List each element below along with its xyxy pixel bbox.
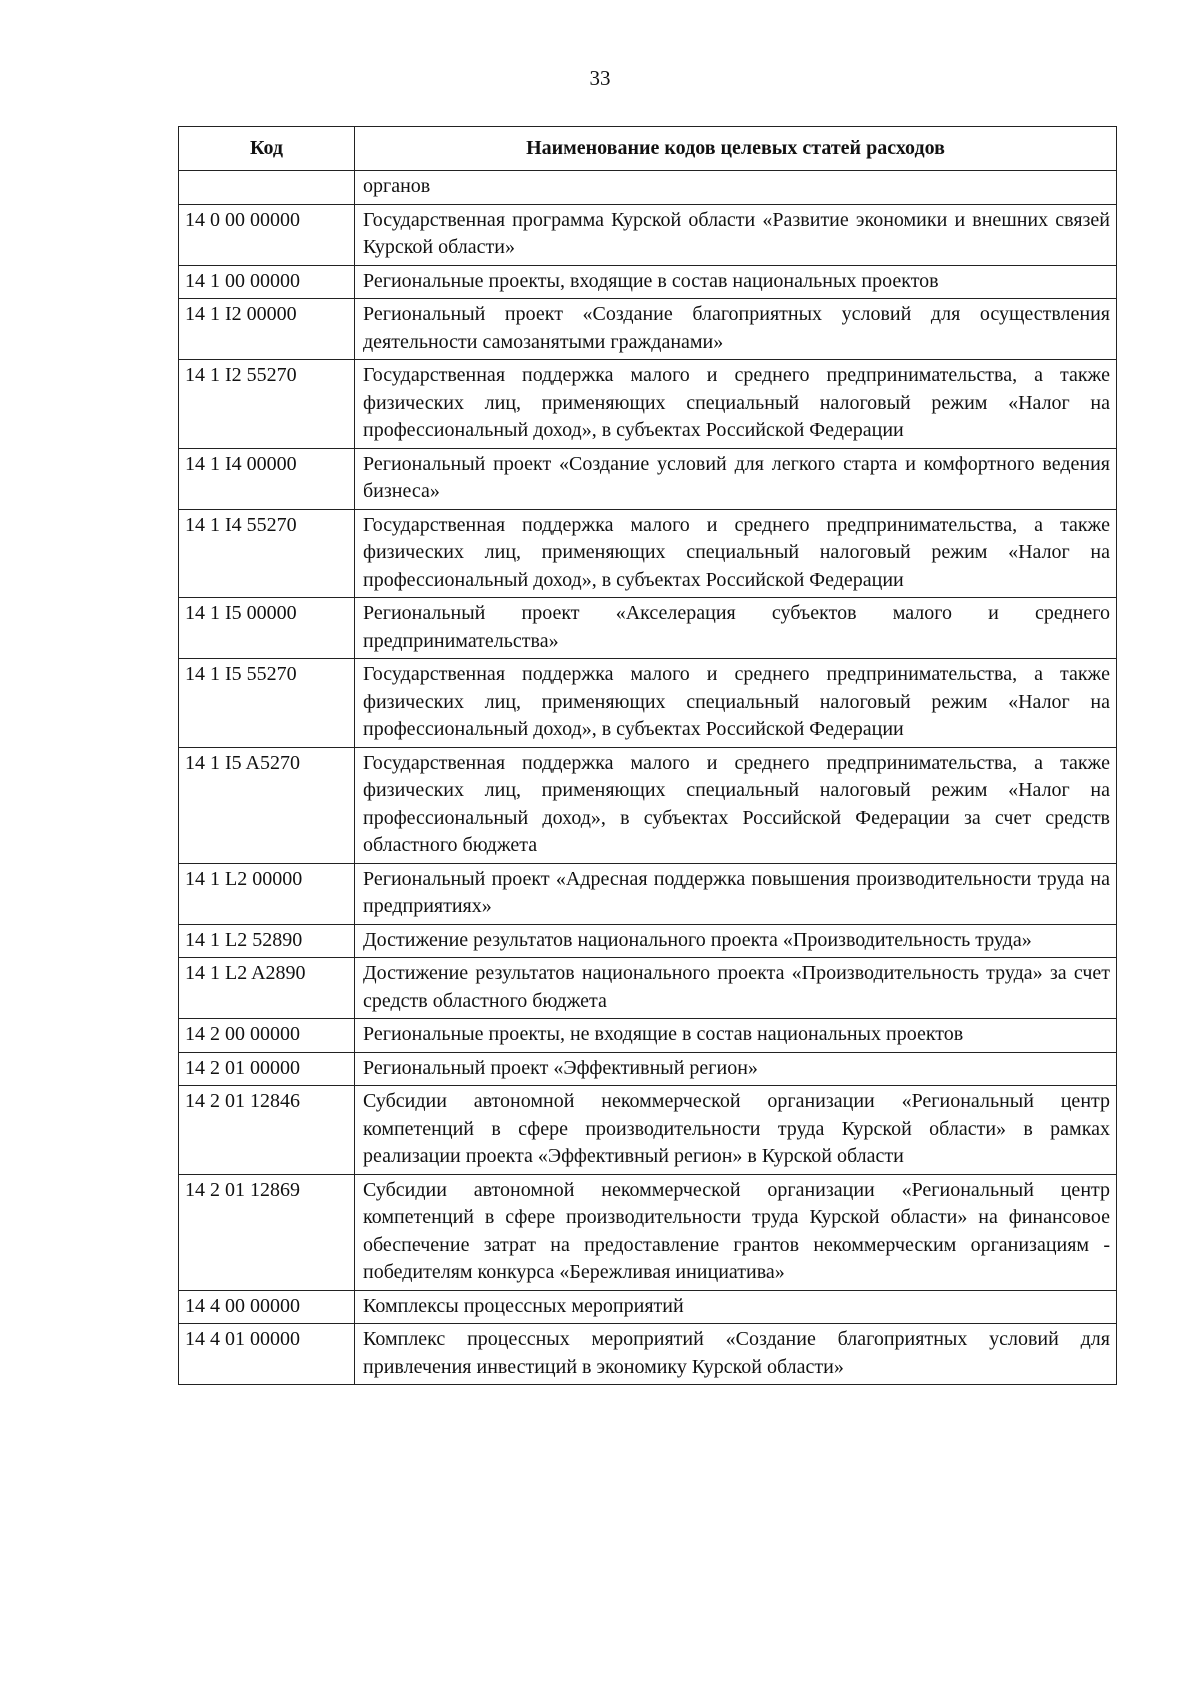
table-row [179, 1290, 1117, 1324]
row-name: Региональные проекты, входящие в состав национальных проектов [355, 265, 1117, 299]
row-code: 14 1 I2 55270 [179, 360, 355, 449]
table-row [179, 360, 1117, 449]
table-row [179, 204, 1117, 265]
row-name: Региональный проект «Создание благоприятных условий для осуществления деятельности самозанятыми гражданами» [355, 299, 1117, 360]
table-row [179, 265, 1117, 299]
table-header-row [179, 127, 1117, 171]
row-name: Региональный проект «Акселерация субъектов малого и среднего предпринимательства» [355, 598, 1117, 659]
row-name: Региональный проект «Адресная поддержка повышения производительности труда на предприятиях» [355, 863, 1117, 924]
row-code: 14 2 00 00000 [179, 1019, 355, 1053]
row-name: Государственная поддержка малого и среднего предпринимательства, а также физических лиц, применяющих специальный налоговый режим «Налог на профессиональный доход», в субъектах Российской Федерации [355, 360, 1117, 449]
row-code: 14 0 00 00000 [179, 204, 355, 265]
row-name: Комплекс процессных мероприятий «Создание благоприятных условий для привлечения инвестиций в экономику Курской области» [355, 1324, 1117, 1385]
row-name: Субсидии автономной некоммерческой организации «Региональный центр компетенций в сфере производительности труда Курской области» на финансовое обеспечение затрат на предоставление грантов некоммерческим организациям - победителям конкурса «Бережливая инициатива» [355, 1174, 1117, 1290]
row-name: Государственная программа Курской области «Развитие экономики и внешних связей Курской области» [355, 204, 1117, 265]
table-row [179, 747, 1117, 863]
table-row [179, 1019, 1117, 1053]
table-row [179, 1086, 1117, 1175]
table-row [179, 509, 1117, 598]
row-code: 14 1 I5 A5270 [179, 747, 355, 863]
row-code: 14 2 01 12846 [179, 1086, 355, 1175]
row-code: 14 2 01 12869 [179, 1174, 355, 1290]
row-code: 14 1 L2 52890 [179, 924, 355, 958]
table-row [179, 1052, 1117, 1086]
table-row [179, 448, 1117, 509]
row-name: Достижение результатов национального проекта «Производительность труда» [355, 924, 1117, 958]
row-code: 14 4 01 00000 [179, 1324, 355, 1385]
row-name: органов [355, 171, 1117, 205]
table-row [179, 659, 1117, 748]
budget-codes-table [178, 126, 1117, 1385]
row-code: 14 1 00 00000 [179, 265, 355, 299]
table-row [179, 1174, 1117, 1290]
row-name: Региональные проекты, не входящие в состав национальных проектов [355, 1019, 1117, 1053]
table-row [179, 863, 1117, 924]
row-name: Государственная поддержка малого и среднего предпринимательства, а также физических лиц, применяющих специальный налоговый режим «Налог на профессиональный доход», в субъектах Российской Федерации [355, 659, 1117, 748]
row-name: Комплексы процессных мероприятий [355, 1290, 1117, 1324]
header-name: Наименование кодов целевых статей расходов [355, 127, 1117, 171]
row-name: Субсидии автономной некоммерческой организации «Региональный центр компетенций в сфере производительности труда Курской области» в рамках реализации проекта «Эффективный регион» в Курской области [355, 1086, 1117, 1175]
page-number: 33 [589, 66, 611, 90]
row-name: Региональный проект «Эффективный регион» [355, 1052, 1117, 1086]
row-name: Государственная поддержка малого и среднего предпринимательства, а также физических лиц, применяющих специальный налоговый режим «Налог на профессиональный доход», в субъектах Российской Федерации [355, 509, 1117, 598]
table-row [179, 958, 1117, 1019]
row-code: 14 1 I5 55270 [179, 659, 355, 748]
row-code: 14 1 I4 00000 [179, 448, 355, 509]
table-row [179, 598, 1117, 659]
row-code: 14 1 I2 00000 [179, 299, 355, 360]
row-code: 14 1 I5 00000 [179, 598, 355, 659]
row-code: 14 4 00 00000 [179, 1290, 355, 1324]
row-code [179, 171, 355, 205]
row-code: 14 1 L2 00000 [179, 863, 355, 924]
table-row [179, 299, 1117, 360]
row-name: Государственная поддержка малого и среднего предпринимательства, а также физических лиц, применяющих специальный налоговый режим «Налог на профессиональный доход», в субъектах Российской Федерации за счет средств областного бюджета [355, 747, 1117, 863]
table-row [179, 924, 1117, 958]
row-name: Региональный проект «Создание условий для легкого старта и комфортного ведения бизнеса» [355, 448, 1117, 509]
header-code: Код [179, 127, 355, 171]
row-code: 14 2 01 00000 [179, 1052, 355, 1086]
row-name: Достижение результатов национального проекта «Производительность труда» за счет средств областного бюджета [355, 958, 1117, 1019]
row-code: 14 1 L2 A2890 [179, 958, 355, 1019]
table-row [179, 1324, 1117, 1385]
row-code: 14 1 I4 55270 [179, 509, 355, 598]
table-row [179, 171, 1117, 205]
